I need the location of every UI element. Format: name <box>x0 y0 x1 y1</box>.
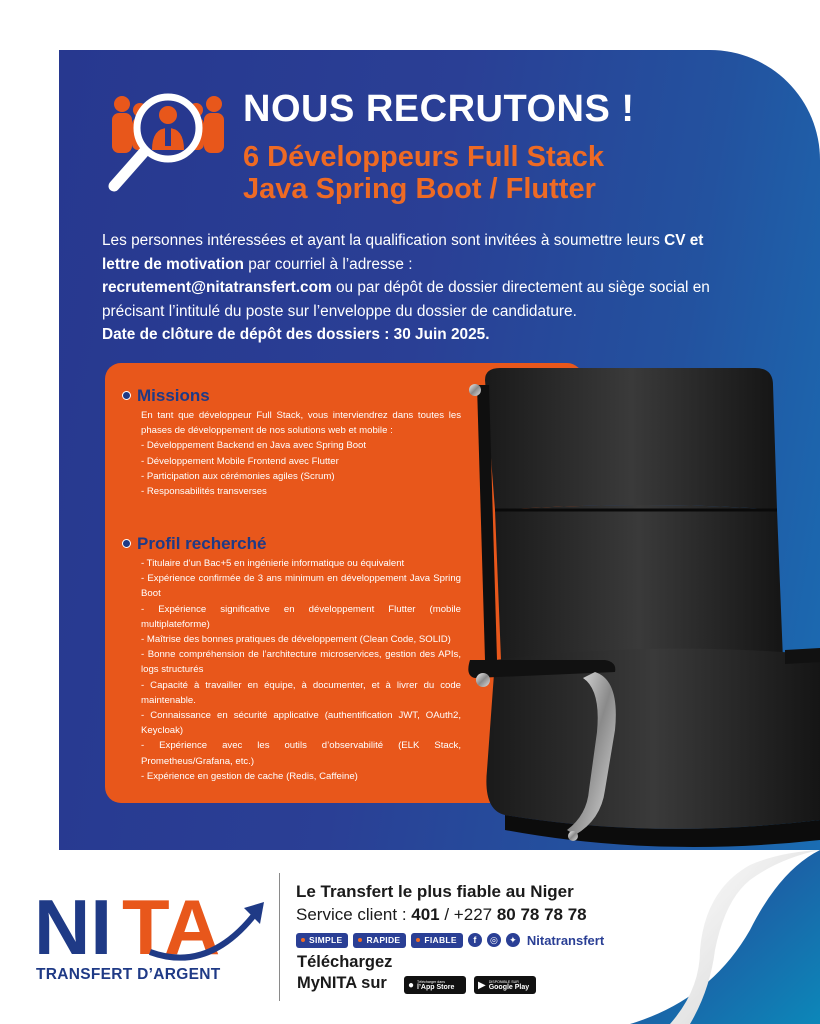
app-store-small: Télécharger dans <box>417 979 446 984</box>
app-store-label: l’App Store <box>417 984 455 991</box>
badge-label: SIMPLE <box>309 935 343 945</box>
profil-heading-label: Profil recherché <box>137 534 267 553</box>
deadline-text: Date de clôture de dépôt des dossiers : 30 Juin 2025. <box>102 326 490 344</box>
profil-item: - Bonne compréhension de l’architecture microservices, gestion des APIs, logs structurés <box>141 649 461 676</box>
service-short-number: 401 <box>411 905 440 924</box>
google-play-icon: ▶ <box>478 979 486 991</box>
profil-item: - Capacité à travailler en équipe, à documenter, et à livrer du code maintenable. <box>141 679 461 706</box>
chair-image <box>455 360 820 860</box>
facebook-icon[interactable]: f <box>468 933 482 947</box>
badge-label: RAPIDE <box>366 935 401 945</box>
bullet-icon <box>122 539 131 548</box>
badges-row <box>296 932 604 948</box>
badge-simple <box>296 933 348 948</box>
bullet-icon <box>122 391 131 400</box>
profil-item: - Expérience en gestion de cache (Redis, Caffeine) <box>141 770 358 782</box>
download-text <box>297 952 392 994</box>
twitter-icon[interactable]: ✦ <box>506 933 520 947</box>
missions-intro: En tant que développeur Full Stack, vous interviendrez dans toutes les phases de développement de nos solutions web et mobile : <box>141 410 461 437</box>
download-line-2: MyNITA sur <box>297 974 387 992</box>
job-title-line-2: Java Spring Boot / Flutter <box>243 173 596 205</box>
missions-item: - Responsabilités transverses <box>141 486 267 498</box>
intro-text-1: Les personnes intéressées et ayant la qualification sont invitées à soumettre leurs <box>102 232 665 249</box>
footer-divider <box>279 873 280 1001</box>
download-line-1: Téléchargez <box>297 953 393 971</box>
missions-heading-label: Missions <box>137 386 210 405</box>
google-play-label: Google Play <box>488 984 530 991</box>
job-title <box>243 141 763 205</box>
logo-text-orange: TA <box>122 883 221 971</box>
intro-text-2: par courriel à l’adresse : <box>243 255 413 273</box>
contact-email: recrutement@nitatransfert.com <box>102 279 332 297</box>
apple-icon: ● <box>408 979 415 991</box>
app-store-button[interactable] <box>404 976 466 994</box>
profil-item: - Maîtrise des bonnes pratiques de développement (Clean Code, SOLID) <box>141 634 451 646</box>
missions-item: - Développement Backend en Java avec Spring Boot <box>141 440 367 452</box>
page-title: NOUS RECRUTONS ! <box>243 88 635 130</box>
store-badges <box>404 976 536 994</box>
profil-item: - Expérience significative en développement Flutter (mobile multiplateforme) <box>141 603 461 630</box>
missions-item: - Développement Mobile Frontend avec Flutter <box>141 455 339 467</box>
badge-fiable <box>411 933 463 948</box>
service-phone: 80 78 78 78 <box>496 905 587 924</box>
intro-text-3: ou par dépôt de dossier directement au siège social en précisant l’intitulé du poste sur l’enveloppe du dossier de candidature. <box>102 279 710 320</box>
google-play-button[interactable] <box>474 976 536 994</box>
customer-service <box>296 905 587 925</box>
social-handle: Nitatransfert <box>526 932 605 948</box>
magnifier-people-icon <box>100 88 232 198</box>
profil-body <box>141 556 461 784</box>
profil-heading <box>122 534 266 554</box>
job-title-line-1: 6 Développeurs Full Stack <box>243 141 605 173</box>
instagram-icon[interactable]: ◎ <box>487 933 501 947</box>
missions-body <box>141 408 461 499</box>
tagline: Le Transfert le plus fiable au Niger <box>296 882 574 901</box>
intro-bold-cv: CV et lettre de motivation <box>102 232 704 273</box>
logo-text: NI <box>34 883 112 971</box>
service-separator: / +227 <box>439 905 497 924</box>
page-curl-decoration <box>630 850 820 1024</box>
google-play-small: DISPONIBLE SUR <box>488 979 519 984</box>
badge-label: FIABLE <box>424 935 457 945</box>
missions-heading <box>122 386 210 406</box>
profil-item: - Connaissance en sécurité applicative (authentification JWT, OAuth2, Keycloak) <box>141 710 461 737</box>
profil-item: - Titulaire d’un Bac+5 en ingénierie informatique ou équivalent <box>141 558 405 569</box>
service-label: Service client : <box>296 905 412 924</box>
missions-item: - Participation aux cérémonies agiles (Scrum) <box>141 470 335 482</box>
badge-rapide <box>353 933 406 948</box>
profil-item: - Expérience avec les outils d’observabilité (ELK Stack, Prometheus/Grafana, etc.) <box>141 740 461 767</box>
logo-subtitle: TRANSFERT D’ARGENT <box>36 966 221 983</box>
intro-paragraph <box>102 229 722 347</box>
profil-item: - Expérience confirmée de 3 ans minimum en développement Java Spring Boot <box>141 573 461 600</box>
